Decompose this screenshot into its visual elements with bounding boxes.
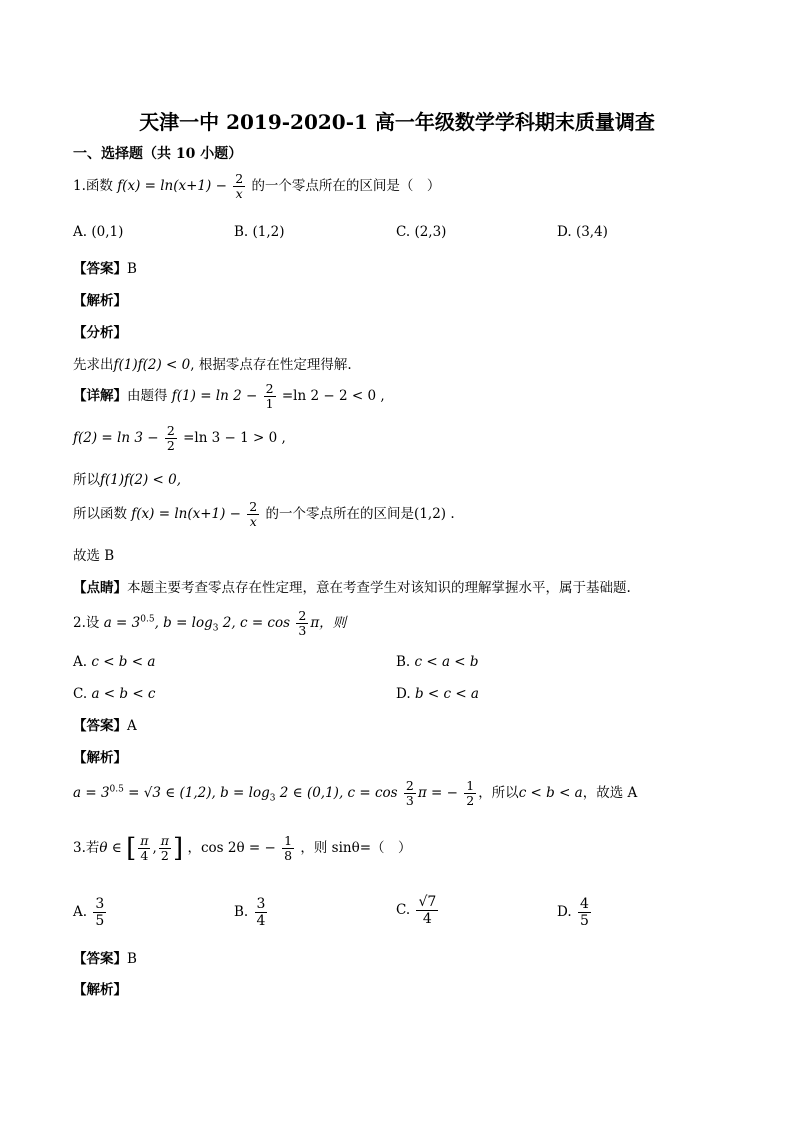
page-title: 天津一中 2019-2020-1 高一年级数学学科期末质量调查	[139, 110, 655, 134]
q2-option-d[interactable]: D. b < c < a	[396, 686, 479, 702]
q2-answer: 【答案】A	[73, 718, 137, 734]
question-2: 2.设 $a = 3^{0.5}$, $b = \log_3 2$, c = cos $\frac{2}{3}$ π，则	[73, 608, 347, 638]
q3-option-d[interactable]: D. $\frac{4}{5}$	[557, 896, 589, 929]
section-heading: 一、选择题（共 10 小题）	[73, 146, 243, 162]
q1-detail-line-1: 【详解】由题得 f(1) = ln 2 − $\frac{2}{1}$ =ln 2 − 2 < 0 ,	[73, 381, 385, 411]
right-bracket: ]	[173, 833, 184, 864]
q2-jiexi-heading: 【解析】	[73, 750, 127, 766]
q3-option-b[interactable]: B. $\frac{3}{4}$	[234, 896, 266, 929]
q1-pick: 故选 B	[73, 548, 115, 564]
q3-answer: 【答案】B	[73, 951, 137, 967]
q1-option-b[interactable]: B. (1,2)	[234, 224, 285, 240]
q1-option-c[interactable]: C. (2,3)	[396, 224, 447, 240]
q1-detail-line-2: f(2) = ln 3 − $\frac{2}{2}$ =ln 3 − 1 > 0 ,	[73, 423, 286, 453]
question-1: 1.函数 f(x) = ln(x+1) − $\frac{2}{x}$ 的一个零点所在的区间是（ ）	[73, 171, 441, 201]
q3-option-a[interactable]: A. $\frac{3}{5}$	[73, 896, 105, 929]
q2-option-b[interactable]: B. c < a < b	[396, 654, 479, 670]
q1-detail-line-4: 所以函数 f(x) = ln(x+1) − $\frac{2}{x}$ 的一个零点所在的区间是(1,2) .	[73, 499, 455, 529]
q1-detail-line-3: 所以f(1)f(2) < 0,	[73, 472, 182, 488]
left-bracket: [	[126, 833, 137, 864]
q1-option-a[interactable]: A. (0,1)	[73, 224, 124, 240]
q1-option-d[interactable]: D. (3,4)	[557, 224, 608, 240]
q3-option-c[interactable]: C. $\frac{√7}{4}$	[396, 894, 437, 927]
fraction: $\frac{2}{x}$	[235, 171, 244, 201]
q1-jiexi-heading: 【解析】	[73, 293, 127, 309]
q1-fenxi-text: 先求出f(1)f(2) < 0, 根据零点存在性定理得解.	[73, 357, 352, 373]
q2-option-a[interactable]: A. c < b < a	[73, 654, 156, 670]
q1-note: 【点睛】本题主要考查零点存在性定理，意在考查学生对该知识的理解掌握水平，属于基础题.	[73, 580, 631, 596]
q2-solution: $a = 3^{0.5} = √3$ ∈ (1,2), $b = \log_3 2$ ∈ (0,1), c = cos $\frac{2}{3}$ π = − $\frac{1}{2}$ ，所以c < b < a，故选 A	[73, 778, 638, 808]
q3-jiexi-heading: 【解析】	[73, 982, 127, 998]
q1-fenxi-heading: 【分析】	[73, 325, 127, 341]
q2-option-c[interactable]: C. a < b < c	[73, 686, 156, 702]
q1-answer: 【答案】B	[73, 261, 137, 277]
question-3: 3.若θ ∈ [ $\frac{\pi}{4}$ , $\frac{\pi}{2}$ ] ，cos 2θ = − $\frac{1}{8}$ ，则 sinθ=（ ）	[73, 833, 412, 864]
